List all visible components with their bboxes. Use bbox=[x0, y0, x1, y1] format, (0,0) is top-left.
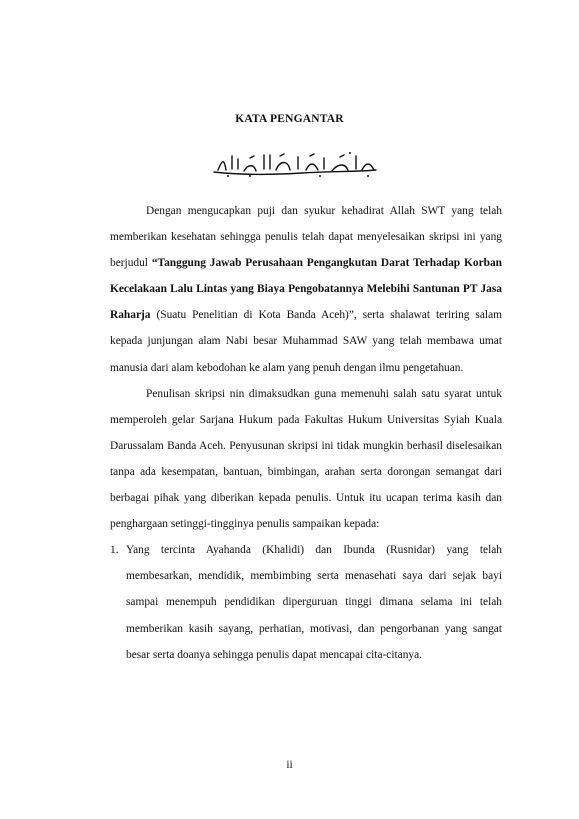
paragraph-opening-lead: Dengan mengucapkan puji dan syukur kehadirat Allah SWT yang telah memberikan kesehatan sehingga penulis telah dapat menyelesaikan skripsi ini yang berjudul bbox=[110, 205, 502, 270]
body-text bbox=[110, 198, 502, 668]
paragraph-opening-tail: (Suatu Penelitian di Kota Banda Aceh)”, serta shalawat teriring salam kepada junjungan alam Nabi besar Muhammad SAW yang telah membawa umat manusia dari alam kebodohan ke alam yang penuh dengan ilmu pengetahuan. bbox=[110, 309, 502, 374]
list-item bbox=[110, 537, 502, 667]
paragraph-opening bbox=[110, 198, 502, 381]
page-title: KATA PENGANTAR bbox=[235, 113, 344, 125]
thesis-title: “Tanggung Jawab Perusahaan Pengangkutan Darat Terhadap Korban Kecelakaan Lalu Lintas yang Biaya Pengobatannya Melebihi Santunan PT Jasa Raharja bbox=[110, 257, 503, 322]
list-item-number: 1. bbox=[110, 544, 119, 557]
acknowledgement-list bbox=[110, 537, 502, 667]
list-item-text: Yang tercinta Ayahanda (Khalidi) dan Ibunda (Rusnidar) yang telah membesarkan, mendidik, membimbing serta menasehati saya dari sejak bayi sampai menempuh pendidikan diperguruan tinggi dimana selama ini telah memberikan kasih sayang, perhatian, motivasi, dan pengorbanan yang sangat besar serta doanya sehingga penulis dapat mencapai cita-citanya. bbox=[126, 544, 502, 661]
bismillah-calligraphy bbox=[210, 150, 380, 178]
page-number: ii bbox=[286, 759, 293, 771]
paragraph-purpose: Penulisan skripsi nin dimaksudkan guna memenuhi salah satu syarat untuk memperoleh gelar Sarjana Hukum pada Fakultas Hukum Universitas Syiah Kuala Darussalam Banda Aceh. Penyusunan skripsi ini tidak mungkin berhasil diselesaikan tanpa ada kesempatan, bantuan, bimbingan, arahan serta dorongan semangat dari berbagai pihak yang diberikan kepada penulis. Untuk itu ucapan terima kasih dan penghargaan setinggi-tingginya penulis sampaikan kepada: bbox=[110, 387, 502, 531]
